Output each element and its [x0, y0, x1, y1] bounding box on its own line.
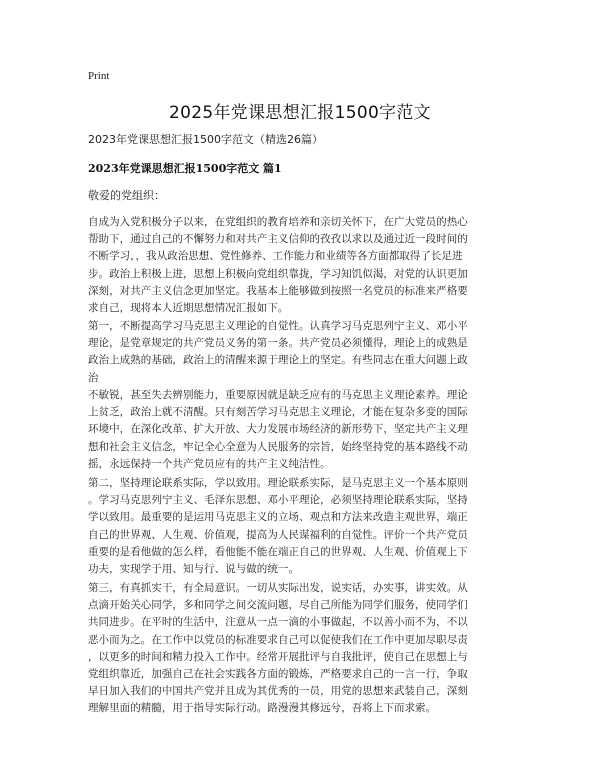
body-paragraph-2: 第一，不断提高学习马克思主义理论的自觉性。认真学习马克思列宁主义、邓小平 理论，是党章规定的共产党员义务的第一条。共产党员必须懂得，理论上的成熟是 政治上成熟的基础，政治上的清醒来源于理论上的坚定。有些同志在重大问题上政 治 — [88, 320, 468, 384]
section-heading: 2023年党课思想汇报1500字范文 篇1 — [88, 162, 282, 175]
body-paragraph-3: 不敏锐，甚至失去辨别能力，重要原因就是缺乏应有的马克思主义理论素养。理论 上贫乏，政治上就不清醒。只有刻苦学习马克思主义理论，才能在复杂多变的国际 环境中，在深化改革、扩大开放、大力发展市场经济的新形势下，坚定共产主义理 想和社会主义信念，牢记全心全意为人民服务的宗旨，始终坚持党的基本路线不动 摇，永远保持一个共产党员应有的共产主义纯洁性。 — [88, 389, 468, 470]
body-paragraph-1: 自成为入党积极分子以来，在党组织的教育培养和亲切关怀下，在广大党员的热心 帮助下，通过自己的不懈努力和对共产主义信仰的孜孜以求以及通过近一段时间的 不断学习，，我从政治思想、党性修养、工作能力和业绩等各方面都取得了长足进 步。政治上积极上进，思想上积极向党组织靠拢，学习知饥似渴，对党的认识更加 深刻，对共产主义信念更加坚定。我基本上能够做到按照一名党员的标准来严格要 求自己，现将本人近期思想情况汇报如下。 — [88, 216, 468, 315]
body-paragraph-5: 第三，有真抓实干，有全局意识。一切从实际出发，说实话，办实事，讲实效。从 点滴开始关心同学，多和同学之间交流问题，尽自己所能为同学们服务，使同学们 共同进步。在平时的生活中，注意从一点一滴的小事做起，不以善小而不为，不以 恶小而为之。在工作中以党员的标准要求自己可以促使我们在工作中更加尽职尽责 ，以更多的时间和精力投入工作中。经常开展批评与自我批评，使自己在思想上与 党组织靠近，加强自己在社会实践各方面的锻炼，严格要求自己的一言一行，争取 早日加入我们的中国共产党并且成为其优秀的一员，用党的思想来武装自己，深刻 理解里面的精髓，用于指导实际行动。路漫漫其修远兮，吾将上下而求索。 — [88, 582, 468, 715]
greeting-line: 敬爱的党组织： — [88, 189, 165, 202]
print-link[interactable]: Print — [88, 70, 110, 82]
body-paragraph-4: 第二，坚持理论联系实际，学以致用。理论联系实际，是马克思主义一个基本原则 。学习马克思列宁主义、毛泽东思想、邓小平理论，必须坚持理论联系实际，坚持 学以致用。最重要的是运用马克思主义的立场、观点和方法来改造主观世界，端正 自己的世界观、人生观、价值观，提高为人民谋福利的自觉性。评价一个共产党员 重要的是看他做的怎么样，看他能不能在端正自己的世界观、人生观、价值观上下 功夫，实现学于用、知与行、说与做的统一。 — [88, 477, 468, 576]
page-title: 2025年党课思想汇报1500字范文 — [169, 103, 431, 123]
document-subtitle: 2023年党课思想汇报1500字范文（精选26篇） — [88, 133, 323, 146]
